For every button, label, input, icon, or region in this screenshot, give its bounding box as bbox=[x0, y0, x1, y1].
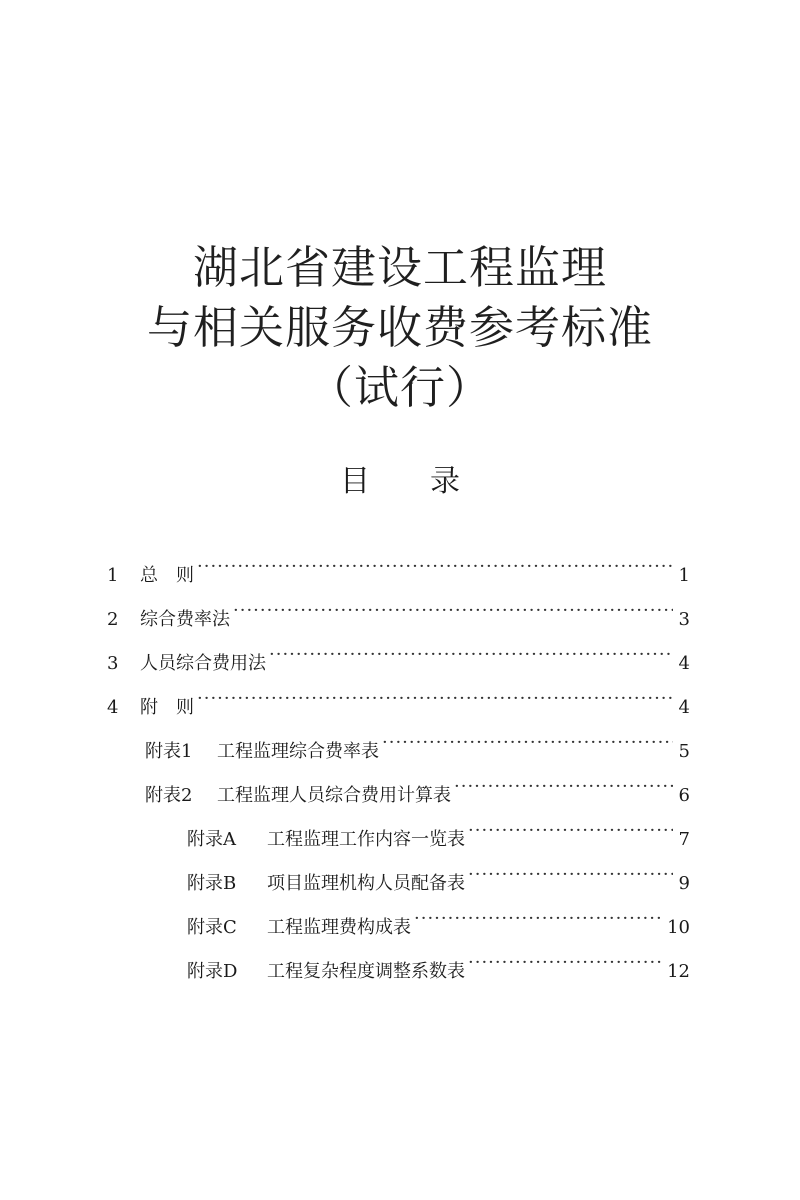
toc-dot-leader bbox=[197, 685, 673, 713]
toc-entry-8[interactable] bbox=[187, 861, 690, 894]
toc-entry-page: 4 bbox=[678, 697, 690, 718]
toc-entry-1[interactable] bbox=[107, 553, 690, 586]
toc-dot-leader bbox=[233, 597, 673, 625]
toc-entry-page: 7 bbox=[678, 829, 690, 850]
title-line-2: 与相关服务收费参考标准 bbox=[146, 301, 653, 354]
toc-dot-leader bbox=[468, 817, 673, 845]
toc-entry-page: 9 bbox=[678, 873, 690, 894]
toc-dot-leader bbox=[197, 553, 673, 581]
title-line-1: 湖北省建设工程监理 bbox=[192, 241, 607, 294]
toc-entry-label: 工程监理费构成表 bbox=[267, 917, 411, 938]
toc-dot-leader bbox=[414, 905, 664, 933]
toc-entry-label: 人员综合费用法 bbox=[140, 653, 266, 674]
toc-entry-page: 12 bbox=[667, 961, 690, 982]
toc-entry-label: 项目监理机构人员配备表 bbox=[267, 873, 465, 894]
toc-entry-number: 1 bbox=[107, 565, 119, 586]
toc-entry-page: 1 bbox=[678, 565, 690, 586]
toc-entry-label: 工程监理工作内容一览表 bbox=[267, 829, 465, 850]
toc-entry-4[interactable] bbox=[107, 685, 690, 718]
toc-entry-number: 2 bbox=[107, 609, 119, 630]
toc-entry-3[interactable] bbox=[107, 641, 690, 674]
toc-entry-number: 附录C bbox=[187, 917, 237, 938]
toc-heading-char-1: 目 bbox=[340, 464, 370, 499]
toc-dot-leader bbox=[269, 641, 673, 669]
toc-entry-5[interactable] bbox=[145, 729, 690, 762]
toc-entry-number: 附录B bbox=[187, 873, 237, 894]
toc-entry-6[interactable] bbox=[145, 773, 690, 806]
toc-dot-leader bbox=[382, 729, 673, 757]
toc-entry-label: 总 则 bbox=[140, 565, 194, 586]
toc-entry-number: 附录D bbox=[187, 961, 238, 982]
toc-entry-page: 5 bbox=[678, 741, 690, 762]
toc-entry-7[interactable] bbox=[187, 817, 690, 850]
toc-entry-page: 4 bbox=[678, 653, 690, 674]
toc-entry-label: 工程复杂程度调整系数表 bbox=[267, 961, 465, 982]
toc-entry-number: 4 bbox=[107, 697, 119, 718]
toc-entry-2[interactable] bbox=[107, 597, 690, 630]
toc-entry-page: 10 bbox=[667, 917, 690, 938]
toc-entry-number: 附表2 bbox=[145, 785, 193, 806]
toc-entry-label: 工程监理综合费率表 bbox=[217, 741, 379, 762]
toc-entry-9[interactable] bbox=[187, 905, 690, 938]
toc-entry-page: 3 bbox=[678, 609, 690, 630]
toc-dot-leader bbox=[468, 949, 664, 977]
toc-entry-label: 综合费率法 bbox=[140, 609, 230, 630]
toc-entry-label: 工程监理人员综合费用计算表 bbox=[217, 785, 451, 806]
toc-dot-leader bbox=[468, 861, 673, 889]
title-line-3: （试行） bbox=[307, 361, 492, 414]
toc-heading bbox=[0, 462, 800, 502]
toc-entry-label: 附 则 bbox=[140, 697, 194, 718]
toc-entry-page: 6 bbox=[678, 785, 690, 806]
document-title bbox=[0, 238, 800, 418]
toc-entry-10[interactable] bbox=[187, 949, 690, 982]
toc-entry-number: 附录A bbox=[187, 829, 236, 850]
toc-dot-leader bbox=[454, 773, 673, 801]
toc-entry-number: 附表1 bbox=[145, 741, 193, 762]
toc-entry-number: 3 bbox=[107, 653, 119, 674]
toc-heading-char-2: 录 bbox=[430, 464, 460, 499]
